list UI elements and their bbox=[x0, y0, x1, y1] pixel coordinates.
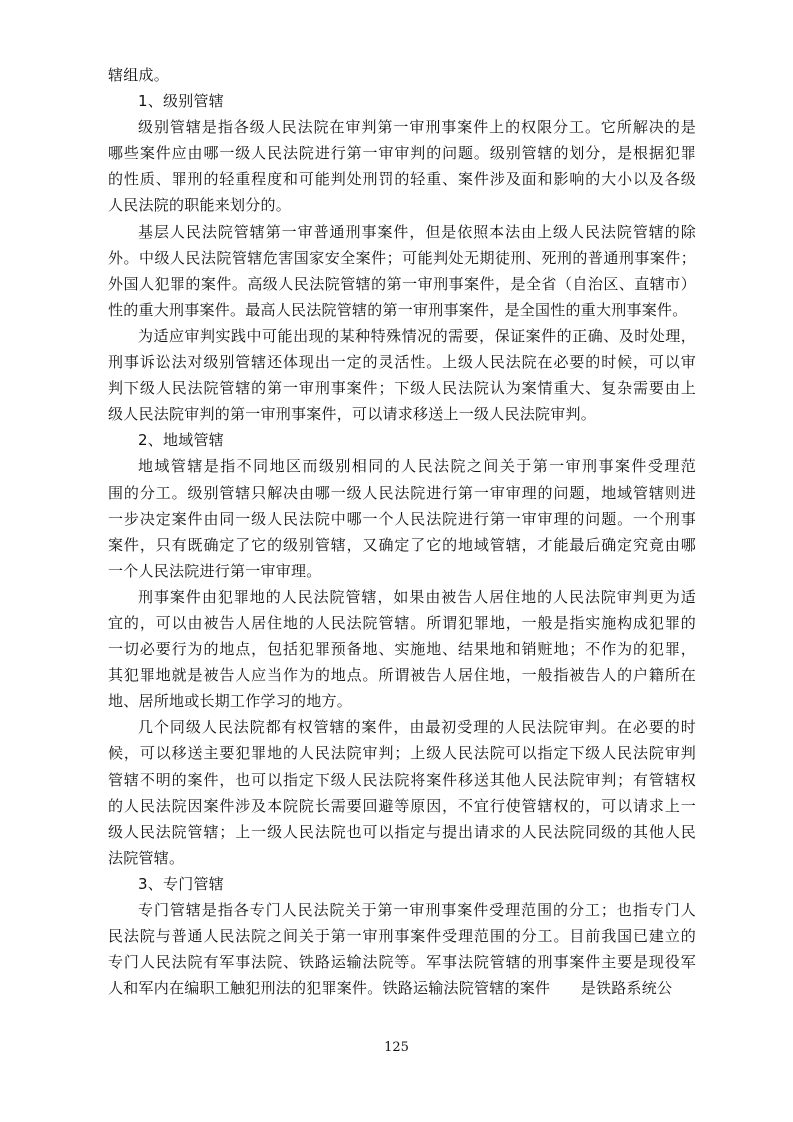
text-line: 人和军内在编职工触犯刑法的犯罪案件。铁路运输法院管辖的案件 是铁路系统公 bbox=[108, 979, 673, 998]
text-line: 专门人民法院有军事法院、铁路运输法院等。军事法院管辖的刑事案件主要是现役军 bbox=[108, 953, 696, 972]
text-line: 外。中级人民法院管辖危害国家安全案件；可能判处无期徒刑、死刑的普通刑事案件； bbox=[108, 248, 696, 267]
paragraph bbox=[108, 714, 696, 871]
text-line: 判下级人民法院管辖的第一审刑事案件；下级人民法院认为案情重大、复杂需要由上 bbox=[108, 379, 696, 398]
paragraph bbox=[108, 871, 696, 897]
text-line: 案件，只有既确定了它的级别管辖，又确定了它的地域管辖，才能最后确定究竟由哪 bbox=[108, 535, 696, 554]
text-line: 民法院与普通人民法院之间关于第一审刑事案件受理范围的分工。目前我国已建立的 bbox=[108, 927, 696, 946]
document-body bbox=[108, 62, 696, 1001]
text-line: 1、级别管辖 bbox=[138, 92, 225, 111]
paragraph bbox=[108, 114, 696, 218]
text-line: 候，可以移送主要犯罪地的人民法院审判；上级人民法院可以指定下级人民法院审判 bbox=[108, 744, 696, 763]
text-line: 管辖不明的案件，也可以指定下级人民法院将案件移送其他人民法院审判；有管辖权 bbox=[108, 770, 696, 789]
text-line: 专门管辖是指各专门人民法院关于第一审刑事案件受理范围的分工；也指专门人 bbox=[138, 901, 696, 919]
paragraph bbox=[108, 427, 696, 453]
text-line: 2、地域管辖 bbox=[138, 431, 225, 450]
text-line: 的性质、罪刑的轻重程度和可能判处刑罚的轻重、案件涉及面和影响的大小以及各级 bbox=[108, 170, 696, 189]
paragraph bbox=[108, 897, 696, 1001]
text-line: 性的重大刑事案件。最高人民法院管辖的第一审刑事案件，是全国性的重大刑事案件。 bbox=[108, 300, 688, 319]
text-line: 刑事诉讼法对级别管辖还体现出一定的灵活性。上级人民法院在必要的时候，可以审 bbox=[108, 353, 696, 372]
text-line: 几个同级人民法院都有权管辖的案件，由最初受理的人民法院审判。在必要的时 bbox=[138, 718, 696, 737]
paragraph bbox=[108, 323, 696, 427]
text-line: 围的分工。级别管辖只解决由哪一级人民法院进行第一审审理的问题，地域管辖则进 bbox=[108, 483, 696, 502]
text-line: 级别管辖是指各级人民法院在审判第一审刑事案件上的权限分工。它所解决的是 bbox=[138, 118, 696, 137]
text-line: 为适应审判实践中可能出现的某种特殊情况的需要，保证案件的正确、及时处理， bbox=[138, 326, 696, 345]
text-line: 人民法院的职能来划分的。 bbox=[108, 196, 292, 215]
text-line: 刑事案件由犯罪地的人民法院管辖，如果由被告人居住地的人民法院审判更为适 bbox=[138, 587, 696, 606]
text-line: 的人民法院因案件涉及本院院长需要回避等原因，不宜行使管辖权的，可以请求上一 bbox=[108, 796, 696, 815]
text-line: 其犯罪地就是被告人应当作为的地点。所谓被告人居住地，一般指被告人的户籍所在 bbox=[108, 666, 696, 685]
paragraph bbox=[108, 62, 696, 88]
text-line: 辖组成。 bbox=[108, 66, 170, 84]
paragraph bbox=[108, 453, 696, 583]
text-line: 级人民法院审判的第一审刑事案件，可以请求移送上一级人民法院审判。 bbox=[108, 405, 597, 424]
text-line: 一个人民法院进行第一审审理。 bbox=[108, 561, 322, 580]
text-line: 基层人民法院管辖第一审普通刑事案件，但是依照本法由上级人民法院管辖的除 bbox=[138, 222, 696, 241]
text-line: 外国人犯罪的案件。高级人民法院管辖的第一审刑事案件，是全省（自治区、直辖市） bbox=[108, 274, 696, 293]
paragraph bbox=[108, 584, 696, 714]
paragraph bbox=[108, 88, 696, 114]
text-line: 地域管辖是指不同地区而级别相同的人民法院之间关于第一审刑事案件受理范 bbox=[138, 457, 696, 476]
text-line: 一切必要行为的地点，包括犯罪预备地、实施地、结果地和销赃地；不作为的犯罪， bbox=[108, 640, 696, 659]
page-number: 125 bbox=[384, 1040, 409, 1055]
text-line: 宜的，可以由被告人居住地的人民法院管辖。所谓犯罪地，一般是指实施构成犯罪的 bbox=[108, 613, 696, 632]
paragraph bbox=[108, 219, 696, 323]
text-line: 级人民法院管辖；上一级人民法院也可以指定与提出请求的人民法院同级的其他人民 bbox=[108, 822, 696, 841]
text-line: 哪些案件应由哪一级人民法院进行第一审审判的问题。级别管辖的划分，是根据犯罪 bbox=[108, 144, 696, 163]
text-line: 法院管辖。 bbox=[108, 848, 185, 867]
text-line: 一步决定案件由同一级人民法院中哪一个人民法院进行第一审审理的问题。一个刑事 bbox=[108, 509, 696, 528]
text-line: 地、居所地或长期工作学习的地方。 bbox=[108, 692, 353, 711]
text-line: 3、专门管辖 bbox=[138, 874, 225, 893]
